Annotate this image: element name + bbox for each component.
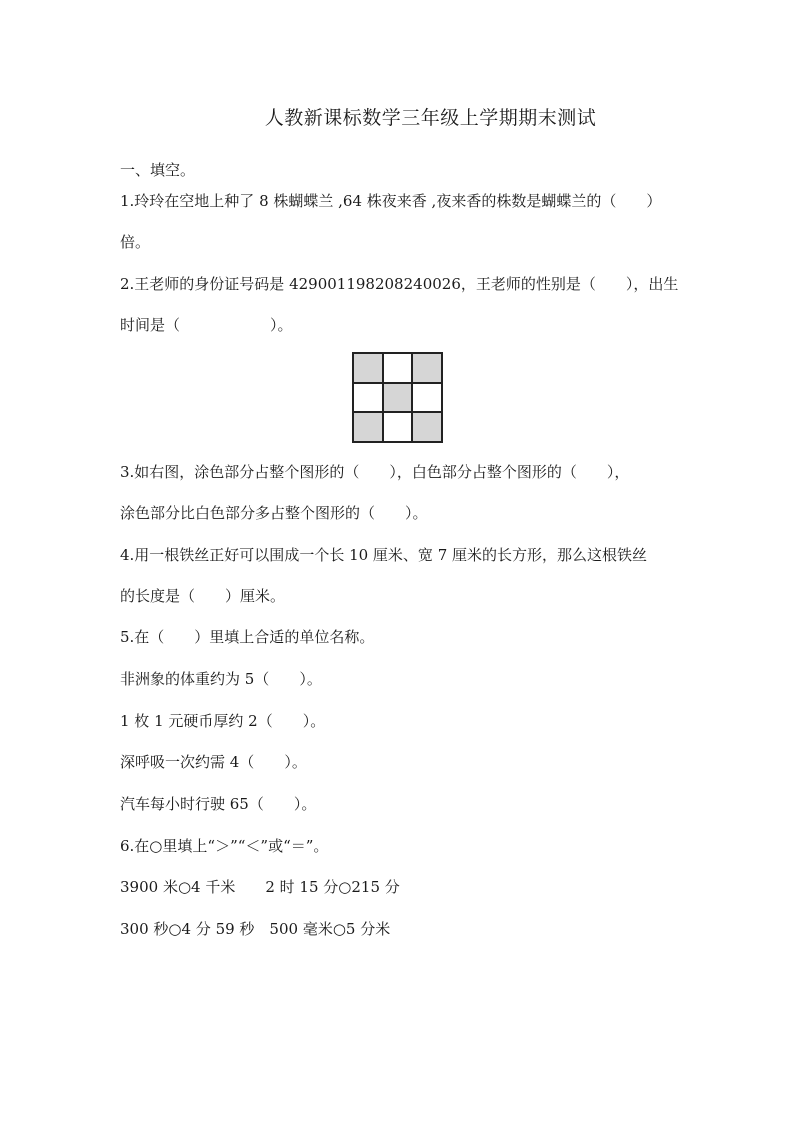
grid-cell <box>353 412 383 442</box>
grid-cell <box>353 383 383 413</box>
question-6-item: 3900 米○4 千米 2 时 15 分○215 分 <box>120 878 400 896</box>
question-2-line-2: 时间是（ ）。 <box>120 316 293 334</box>
question-5-item: 非洲象的体重约为 5（ ）。 <box>120 670 322 688</box>
question-2-line-1: 2.王老师的身份证号码是 429001198208240026，王老师的性别是（ ），出生 <box>120 275 679 293</box>
section-heading: 一、填空。 <box>120 161 196 179</box>
grid-cell <box>383 412 413 442</box>
question-1-line-2: 倍。 <box>120 233 151 251</box>
question-5-item: 1 枚 1 元硬币厚约 2（ ）。 <box>120 712 326 730</box>
grid-cell <box>383 353 413 383</box>
question-3-line-1: 3.如右图，涂色部分占整个图形的（ ），白色部分占整个图形的（ ）， <box>120 463 630 481</box>
page-title: 人教新课标数学三年级上学期期末测试 <box>264 107 597 129</box>
question-4-line-1: 4.用一根铁丝正好可以围成一个长 10 厘米、宽 7 厘米的长方形，那么这根铁丝 <box>120 546 648 564</box>
grid-cell <box>412 383 442 413</box>
grid-cell <box>412 353 442 383</box>
question-6-heading: 6.在○里填上“＞”“＜”或“＝”。 <box>120 837 329 855</box>
checker-grid-figure <box>352 352 443 443</box>
question-4-line-2: 的长度是（ ）厘米。 <box>120 587 286 605</box>
grid-cell <box>353 353 383 383</box>
question-5-heading: 5.在（ ）里填上合适的单位名称。 <box>120 628 375 646</box>
grid-cell <box>412 412 442 442</box>
question-5-item: 汽车每小时行驶 65（ ）。 <box>120 795 317 813</box>
question-3-line-2: 涂色部分比白色部分多占整个图形的（ ）。 <box>120 504 428 522</box>
question-1-line-1: 1.玲玲在空地上种了 8 株蝴蝶兰 ,64 株夜来香 ,夜来香的株数是蝴蝶兰的（ ） <box>120 192 662 210</box>
question-5-item: 深呼吸一次约需 4（ ）。 <box>120 753 307 771</box>
question-6-item: 300 秒○4 分 59 秒 500 毫米○5 分米 <box>120 920 391 938</box>
grid-cell <box>383 383 413 413</box>
